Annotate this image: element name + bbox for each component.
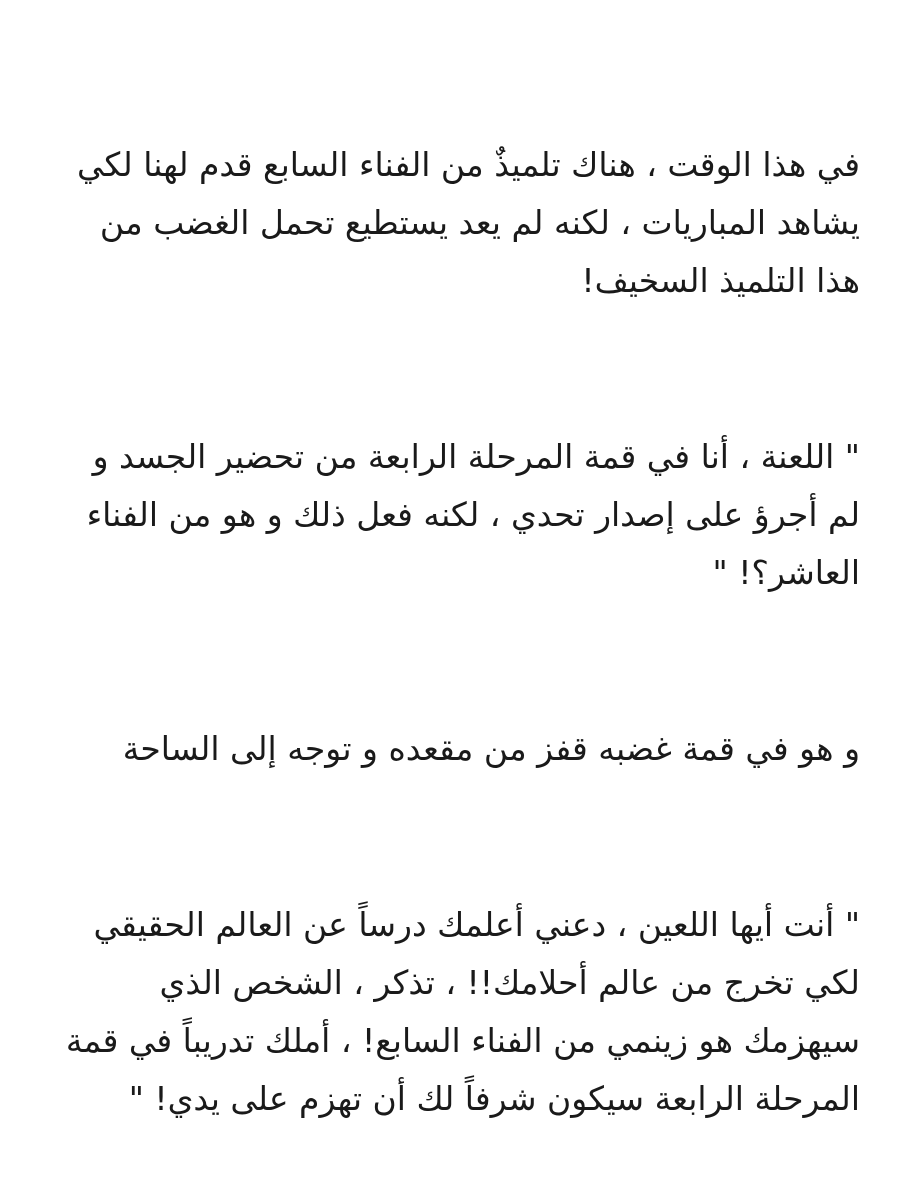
paragraph-4: " أنت أيها اللعين ، دعني أعلمك درساً عن العالم الحقيقي لكي تخرج من عالم أحلامك!! ، تذكر ، الشخص الذي سيهزمك هو زينمي من الفناء السابع! ، أملك تدريباً في قمة المرحلة الرابعة سيكون شرفاً لك أن تهزم على يدي! "	[65, 905, 860, 1118]
paragraph-2: " اللعنة ، أنا في قمة المرحلة الرابعة من تحضير الجسد و لم أجرؤ على إصدار تحدي ، لكنه فعل ذلك و هو من الفناء العاشر؟! "	[86, 437, 860, 592]
paragraph-3: و هو في قمة غضبه قفز من مقعده و توجه إلى الساحة	[122, 729, 860, 768]
paragraph-1: في هذا الوقت ، هناك تلميذٌ من الفناء السابع قدم لهنا لكي يشاهد المباريات ، لكنه لم يعد يستطيع تحمل الغضب من هذا التلميذ السخيف!	[76, 145, 860, 300]
